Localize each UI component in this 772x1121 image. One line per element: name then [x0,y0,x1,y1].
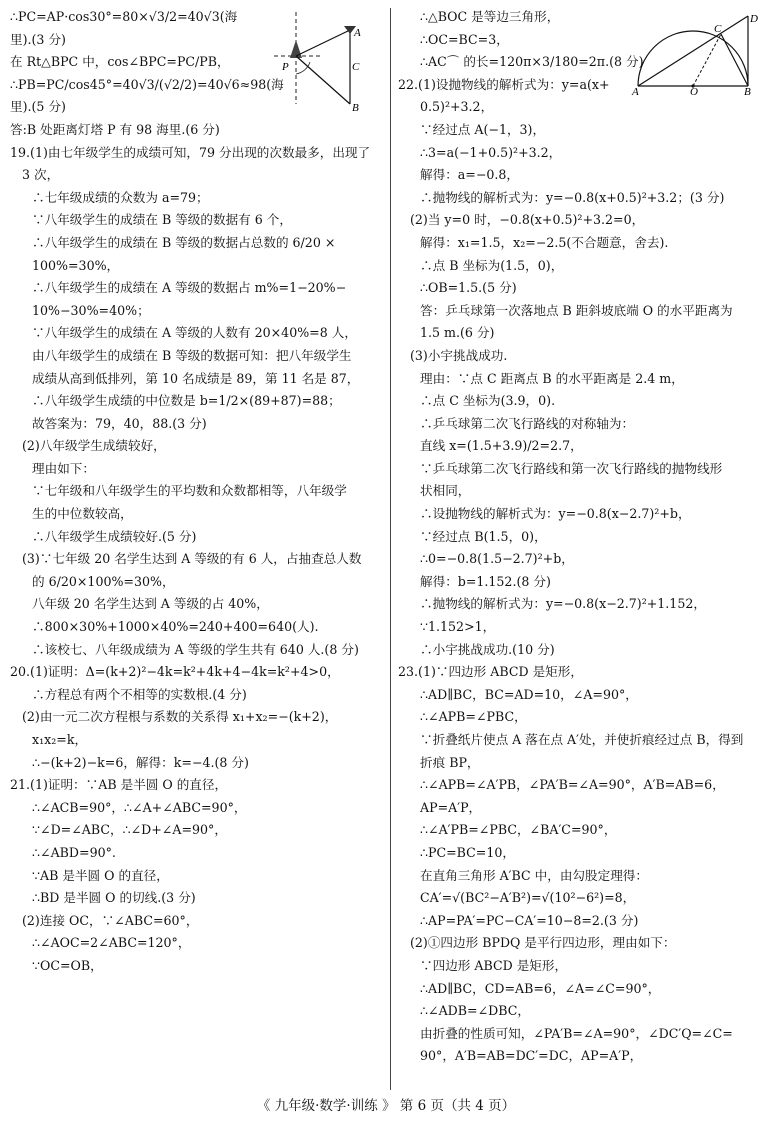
left-line: ∵八年级学生的成绩在 B 等级的数据有 6 个， [32,212,292,228]
left-line: 成绩从高到低排列，第 10 名成绩是 89，第 11 名是 87， [32,370,360,386]
left-line: (2)连接 OC，∵∠ABC=60°， [22,912,199,928]
left-line: 理由如下： [32,460,95,476]
right-line: 在直角三角形 A′BC 中，由勾股定理得： [420,867,648,883]
right-line: ∴∠APB=∠PBC， [420,709,527,725]
right-line: ∵经过点 A(−1，3)， [420,121,546,137]
left-line: 故答案为：79，40，88.(3 分) [32,415,207,431]
right-line: ∴小宇挑战成功.(10 分) [420,641,555,657]
left-line: 19.(1)由七年级学生的成绩可知，79 分出现的次数最多，出现了 [10,144,371,160]
left-line: 里).(5 分) [10,99,66,115]
right-line: 90°，A′B=AB=DC′=DC，AP=A′P， [420,1048,643,1064]
left-line: 在 Rt△BPC 中，cos∠BPC=PC/PB， [10,54,230,70]
left-line: 答:B 处距离灯塔 P 有 98 海里.(6 分) [10,121,220,137]
label-C: C [352,61,360,73]
left-line: 里).(3 分) [10,31,66,47]
left-line: 的 6/20×100%=30%， [32,573,175,589]
right-line: ∵四边形 ABCD 是矩形， [420,957,568,973]
label-O: O [690,86,698,96]
label-A: A [354,27,361,39]
right-line: 解得：a=−0.8， [420,167,520,183]
left-line: ∵∠D=∠ABC，∴∠D+∠A=90°， [32,822,227,838]
right-line: ∴抛物线的解析式为：y=−0.8(x+0.5)²+3.2；(3 分) [420,189,725,205]
left-line: ∵OC=OB， [32,957,103,973]
left-line: 100%=30%， [32,257,120,273]
left-line: ∴∠AOC=2∠ABC=120°， [32,935,191,951]
lighthouse-figure [270,12,388,112]
right-line: ∴∠APB=∠A′PB，∠PA′B=∠A=90°，A′B=AB=6， [420,777,725,793]
right-line: ∴OC=BC=3， [420,31,509,47]
right-line: ∴∠A′PB=∠PBC，∠BA′C=90°， [420,822,617,838]
right-line: ∵1.152>1， [420,619,496,635]
left-line: ∵AB 是半圆 O 的直径， [32,867,169,883]
right-line: 由折叠的性质可知，∠PA′B=∠A=90°，∠DC′Q=∠C= [420,1025,733,1041]
right-line: ∴AP=PA′=PC−CA′=10−8=2.(3 分) [420,912,639,928]
right-line: ∴∠ADB=∠DBC， [420,1003,530,1019]
right-line: ∴3=a(−1+0.5)²+3.2， [420,144,562,160]
left-line: ∴−(k+2)−k=6，解得：k=−4.(8 分) [32,754,249,770]
right-line: 23.(1)∵四边形 ABCD 是矩形， [398,664,583,680]
right-line: ∵折叠纸片使点 A 落在点 A′处，并使折痕经过点 B，得到 [420,732,744,747]
right-line: CA′=√(BC²−A′B²)=√(10²−6²)=8， [420,890,636,906]
semicircle-figure [628,10,764,96]
left-line: (3)∵七年级 20 名学生达到 A 等级的有 6 人，占抽查总人数 [22,551,362,567]
left-line: (2)八年级学生成绩较好， [22,438,166,454]
label-P: P [282,61,289,73]
label-B: B [744,86,751,96]
left-line: ∴七年级成绩的众数为 a=79； [32,189,209,205]
right-line: (2)①四边形 BPDQ 是平行四边形，理由如下： [410,935,676,951]
right-line: 折痕 BP， [420,754,480,770]
left-line: ∴PB=PC/cos45°=40√3/(√2/2)=40√6≈98(海 [10,76,284,92]
left-line: ∴800×30%+1000×40%=240+400=640(人). [32,619,319,635]
left-line: ∴方程总有两个不相等的实数根.(4 分) [32,686,247,702]
left-line: ∴∠ABD=90°. [32,844,116,860]
left-line: 由八年级学生的成绩在 B 等级的数据可知：把八年级学生 [32,347,352,363]
left-line: 3 次， [22,167,60,183]
left-line: ∴八年级学生的成绩在 A 等级的数据占 m%=1−20%− [32,280,347,296]
right-line: ∴△BOC 是等边三角形， [420,9,560,24]
right-line: 答：乒乓球第一次落地点 B 距斜坡底端 O 的水平距离为 [420,302,733,318]
right-line: 1.5 m.(6 分) [420,325,495,341]
left-line: ∵八年级学生的成绩在 A 等级的人数有 20×40%=8 人， [32,325,357,341]
right-line: ∴OB=1.5.(5 分) [420,280,517,296]
right-line: 理由：∵点 C 距离点 B 的水平距离是 2.4 m， [420,370,684,386]
right-line: 22.(1)设抛物线的解析式为：y=a(x+ [398,76,610,92]
label-B: B [352,102,359,112]
left-line: ∴该校七、八年级成绩为 A 等级的学生共有 640 人.(8 分) [32,641,359,657]
left-line: ∴八年级学生成绩的中位数是 b=1/2×(89+87)=88； [32,393,341,409]
right-line: 状相同， [420,483,471,499]
left-line: 20.(1)证明：Δ=(k+2)²−4k=k²+4k+4−4k=k²+4>0， [10,664,340,680]
right-line: AP=A′P， [420,799,482,815]
right-line: 解得：b=1.152.(8 分) [420,573,551,589]
left-line: x₁x₂=k， [32,732,88,747]
right-line: ∴0=−0.8(1.5−2.7)²+b， [420,551,574,567]
right-line: ∵经过点 B(1.5，0)， [420,528,547,544]
right-line: ∴AC⌒ 的长=120π×3/180=2π.(8 分) [420,54,644,70]
right-line: ∴点 C 坐标为(3.9，0). [420,393,556,409]
left-line: 10%−30%=40%； [32,302,150,318]
left-line: 21.(1)证明：∵AB 是半圆 O 的直径， [10,777,228,793]
left-line: 生的中位数较高， [32,506,133,522]
left-line: (2)由一元二次方程根与系数的关系得 x₁+x₂=−(k+2)， [22,709,338,725]
label-D: D [750,13,758,25]
right-line: ∵乒乓球第二次飞行路线和第一次飞行路线的抛物线形 [420,460,723,476]
left-line: ∴∠ACB=90°，∴∠A+∠ABC=90°， [32,799,247,815]
label-C: C [714,23,722,35]
left-line: ∴BD 是半圆 O 的切线.(3 分) [32,890,196,906]
right-line: ∴点 B 坐标为(1.5，0)， [420,257,564,273]
right-line: 0.5)²+3.2， [420,99,494,115]
right-line: ∴抛物线的解析式为：y=−0.8(x−2.7)²+1.152， [420,596,706,612]
right-line: ∴PC=BC=10， [420,844,515,860]
right-line: ∴乒乓球第二次飞行路线的对称轴为： [420,415,635,431]
left-line: 八年级 20 名学生达到 A 等级的占 40%， [32,596,269,612]
label-A: A [632,86,639,96]
left-line: ∴八年级学生的成绩在 B 等级的数据占总数的 6/20 × [32,234,336,250]
right-line: 解得：x₁=1.5，x₂=−2.5(不合题意，舍去). [420,234,669,250]
right-line: ∴设抛物线的解析式为：y=−0.8(x−2.7)²+b， [420,506,691,522]
left-line: ∴PC=AP·cos30°=80×√3/2=40√3(海 [10,9,238,24]
right-line: ∴AD∥BC，CD=AB=6，∠A=∠C=90°， [420,980,661,996]
left-line: ∵七年级和八年级学生的平均数和众数都相等，八年级学 [32,483,347,499]
column-divider [390,8,391,1090]
right-column [398,6,764,1068]
page-footer: 《 九年级·数学·训练 》 第 6 页（共 4 页） [256,1098,516,1114]
left-line: ∴八年级学生成绩较好.(5 分) [32,528,197,544]
right-line: ∴AD∥BC，BC=AD=10，∠A=90°， [420,686,638,702]
right-line: (2)当 y=0 时，−0.8(x+0.5)²+3.2=0， [410,212,645,228]
left-column [10,6,386,978]
right-line: 直线 x=(1.5+3.9)/2=2.7， [420,438,583,454]
right-line: (3)小宇挑战成功. [410,347,508,363]
